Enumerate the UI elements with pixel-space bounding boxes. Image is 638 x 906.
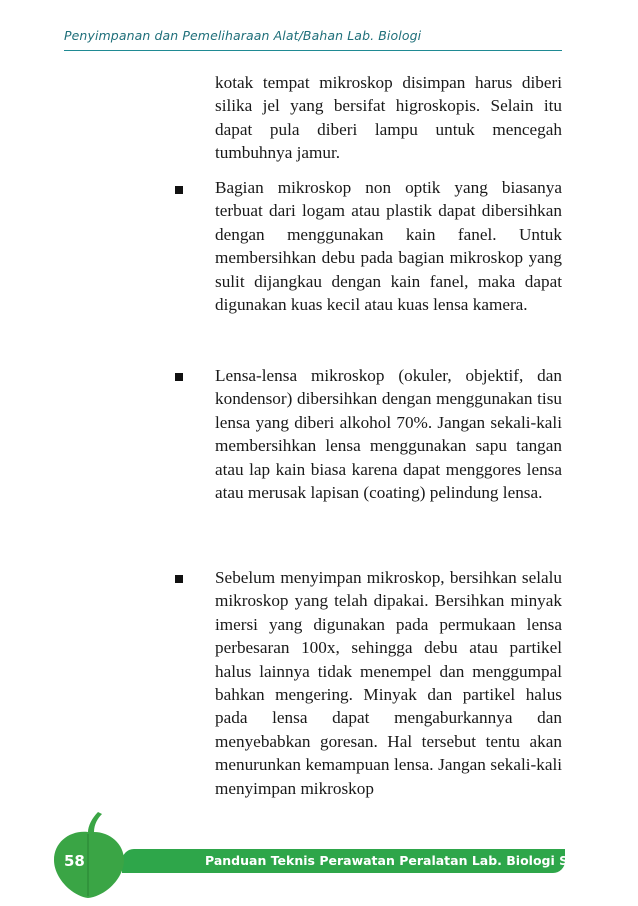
footer-book-title: Panduan Teknis Perawatan Peralatan Lab. Biologi SMA xyxy=(205,853,591,868)
bullet-marker-1 xyxy=(175,186,183,194)
bullet-paragraph-1: Bagian mikroskop non optik yang biasanya terbuat dari logam atau plastik dapat dibersihkan dengan menggunakan kain fanel. Untuk membersihkan debu pada bagian mikroskop yang sulit dijangkau dengan kain fanel, maka dapat digunakan kuas kecil atau kuas lensa kamera. xyxy=(215,178,562,315)
page-number: 58 xyxy=(64,852,85,870)
bullet-marker-2 xyxy=(175,373,183,381)
header-divider xyxy=(64,50,562,51)
bullet-paragraph-2: Lensa-lensa mikroskop (okuler, objektif, dan kondensor) dibersihkan dengan menggunakan tisu lensa yang diberi alkohol 70%. Jangan sekali-kali membersihkan lensa menggunakan sapu tangan atau lap kain biasa karena dapat menggores lensa atau merusak lapisan (coating) pelindung lensa. xyxy=(215,366,562,503)
continuation-paragraph: kotak tempat mikroskop disimpan harus diberi silika jel yang bersifat higroskopis. Selain itu dapat pula diberi lampu untuk mencegah tumbuhnya jamur. xyxy=(215,73,562,163)
bullet-marker-3 xyxy=(175,575,183,583)
bullet-paragraph-3: Sebelum menyimpan mikroskop, bersihkan selalu mikroskop yang telah dipakai. Bersihkan minyak imersi yang digunakan pada permukaan lensa perbesaran 100x, sehingga debu atau partikel halus lainnya tidak menempel dan menggumpal bahkan mengering. Minyak dan partikel halus pada lensa dapat mengaburkannya dan menyebabkan goresan. Hal tersebut tentu akan menurunkan kemampuan lensa. Jangan sekali-kali menyimpan mikroskop xyxy=(215,568,562,798)
running-header: Penyimpanan dan Pemeliharaan Alat/Bahan Lab. Biologi xyxy=(64,28,422,43)
